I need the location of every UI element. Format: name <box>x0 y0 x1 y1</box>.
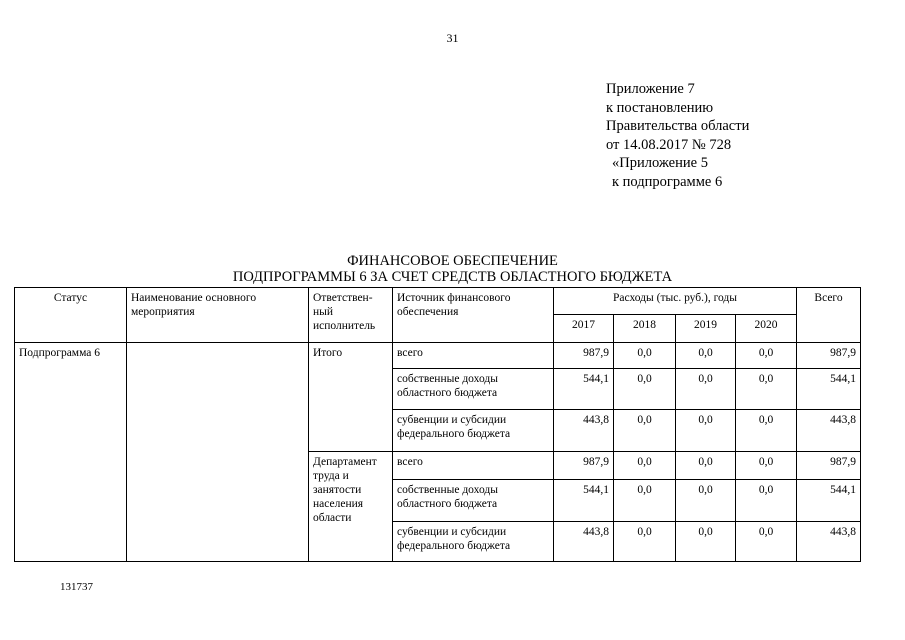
value-2020: 0,0 <box>736 452 797 480</box>
value-2019: 0,0 <box>676 343 736 369</box>
value-2020: 0,0 <box>736 343 797 369</box>
value-2018: 0,0 <box>614 522 676 562</box>
appendix-line: Приложение 7 <box>606 81 695 97</box>
appendix-line: от 14.08.2017 № 728 <box>606 136 732 153</box>
value-total: 987,9 <box>797 343 861 369</box>
appendix-line: «Приложение 5 <box>612 155 708 171</box>
header-executor: Ответствен-ный исполнитель <box>309 288 393 343</box>
source-cell: собственные доходы областного бюджета <box>393 369 554 410</box>
source-cell: субвенции и субсидии федерального бюджета <box>393 522 554 562</box>
value-2017: 987,9 <box>554 452 614 480</box>
source-cell: субвенции и субсидии федерального бюджета <box>393 410 554 452</box>
header-measure: Наименование основного мероприятия <box>127 288 309 343</box>
appendix-line: Правительства области <box>606 118 750 134</box>
source-cell: собственные доходы областного бюджета <box>393 480 554 522</box>
executor-cell: Департамент труда и занятости населения области <box>309 452 393 562</box>
header-year: 2019 <box>676 315 736 343</box>
value-2018: 0,0 <box>614 452 676 480</box>
value-total: 443,8 <box>797 410 861 452</box>
source-cell: всего <box>393 343 554 369</box>
value-2018: 0,0 <box>614 369 676 410</box>
value-total: 987,9 <box>797 452 861 480</box>
header-year: 2020 <box>736 315 797 343</box>
financing-table <box>14 287 861 562</box>
value-total: 443,8 <box>797 522 861 562</box>
document-subtitle: ПОДПРОГРАММЫ 6 ЗА СЧЕТ СРЕДСТВ ОБЛАСТНОГО БЮДЖЕТА <box>232 269 673 285</box>
value-2017: 443,8 <box>554 410 614 452</box>
value-2020: 0,0 <box>736 480 797 522</box>
source-cell: всего <box>393 452 554 480</box>
page-number: 31 <box>446 31 459 45</box>
appendix-line: к постановлению <box>606 99 714 116</box>
value-2019: 0,0 <box>676 452 736 480</box>
value-2020: 0,0 <box>736 522 797 562</box>
value-2017: 443,8 <box>554 522 614 562</box>
value-2019: 0,0 <box>676 369 736 410</box>
value-2017: 544,1 <box>554 480 614 522</box>
value-2018: 0,0 <box>614 343 676 369</box>
value-2018: 0,0 <box>614 410 676 452</box>
appendix-header <box>606 80 749 191</box>
document-title: ФИНАНСОВОЕ ОБЕСПЕЧЕНИЕ <box>347 253 558 269</box>
value-2018: 0,0 <box>614 480 676 522</box>
status-cell: Подпрограмма 6 <box>15 343 127 562</box>
value-2020: 0,0 <box>736 410 797 452</box>
value-2017: 544,1 <box>554 369 614 410</box>
value-2019: 0,0 <box>676 522 736 562</box>
value-2020: 0,0 <box>736 369 797 410</box>
header-year: 2017 <box>554 315 614 343</box>
header-year: 2018 <box>614 315 676 343</box>
value-total: 544,1 <box>797 369 861 410</box>
header-expenses: Расходы (тыс. руб.), годы <box>554 288 797 315</box>
value-2019: 0,0 <box>676 480 736 522</box>
executor-cell: Итого <box>309 343 393 452</box>
value-total: 544,1 <box>797 480 861 522</box>
header-total: Всего <box>797 288 861 343</box>
header-status: Статус <box>15 288 127 343</box>
value-2017: 987,9 <box>554 343 614 369</box>
header-source: Источник финансового обеспечения <box>393 288 554 343</box>
measure-cell <box>127 343 309 562</box>
footer-code: 131737 <box>60 581 93 593</box>
value-2019: 0,0 <box>676 410 736 452</box>
appendix-line: к подпрограмме 6 <box>612 173 723 190</box>
